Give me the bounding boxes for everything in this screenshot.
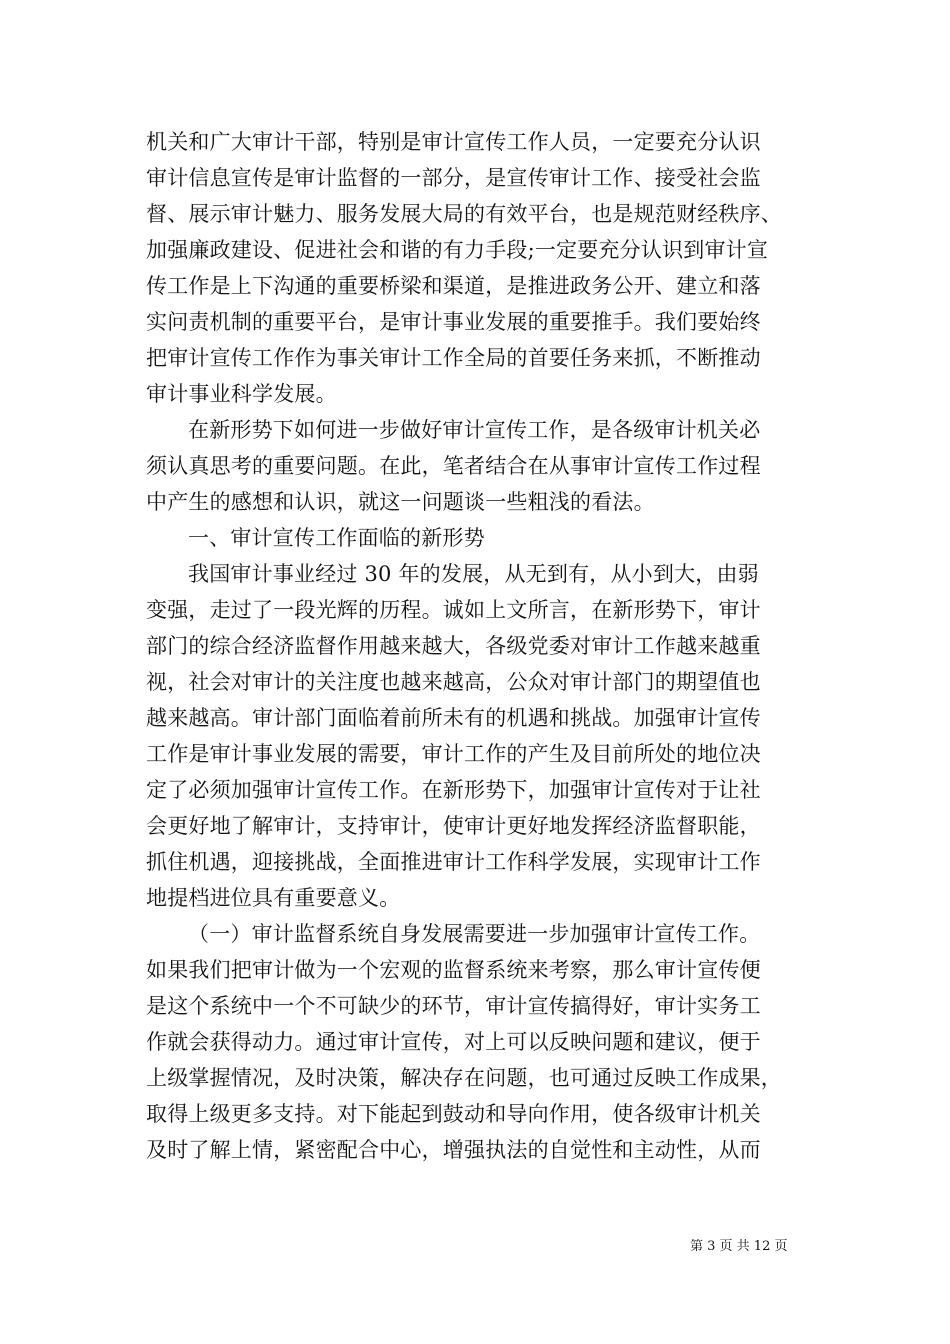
text-line: 上级掌握情况，及时决策，解决存在问题，也可通过反映工作成果， <box>146 1066 782 1090</box>
text-line: 及时了解上情，紧密配合中心，增强执法的自觉性和主动性，从而 <box>146 1138 761 1162</box>
paragraph-4 <box>146 916 806 1168</box>
text-line: 把审计宣传工作作为事关审计工作全局的首要任务来抓，不断推动 <box>146 346 761 370</box>
text-line: 传工作是上下沟通的重要桥梁和渠道，是推进政务公开、建立和落 <box>146 274 761 298</box>
text-line: 工作是审计事业发展的需要，审计工作的产生及目前所处的地位决 <box>146 742 761 766</box>
text-line: 中产生的感想和认识，就这一问题谈一些粗浅的看法。 <box>146 490 655 514</box>
text-line: 越来越高。审计部门面临着前所未有的机遇和挑战。加强审计宣传 <box>146 706 761 730</box>
page-number-footer: 第 3 页 共 12 页 <box>690 1239 788 1254</box>
body-text <box>146 124 806 1168</box>
text-line: 部门的综合经济监督作用越来越大，各级党委对审计工作越来越重 <box>146 634 761 658</box>
paragraph-2 <box>146 412 806 520</box>
text-line: （一）审计监督系统自身发展需要进一步加强审计宣传工作。 <box>188 922 761 946</box>
paragraph-3 <box>146 556 806 916</box>
text-line: 会更好地了解审计，支持审计，使审计更好地发挥经济监督职能， <box>146 814 761 838</box>
text-line: 取得上级更多支持。对下能起到鼓动和导向作用，使各级审计机关 <box>146 1102 761 1126</box>
text-line: 如果我们把审计做为一个宏观的监督系统来考察，那么审计宣传便 <box>146 958 761 982</box>
text-line: 机关和广大审计干部，特别是审计宣传工作人员，一定要充分认识 <box>146 130 761 154</box>
text-line: 作就会获得动力。通过审计宣传，对上可以反映问题和建议，便于 <box>146 1030 761 1054</box>
text-line: 定了必须加强审计宣传工作。在新形势下，加强审计宣传对于让社 <box>146 778 761 802</box>
text-line: 加强廉政建设、促进社会和谐的有力手段;一定要充分认识到审计宣 <box>146 238 769 262</box>
text-line: 审计信息宣传是审计监督的一部分，是宣传审计工作、接受社会监 <box>146 166 761 190</box>
text-line: 实问责机制的重要平台，是审计事业发展的重要推手。我们要始终 <box>146 310 761 334</box>
section-heading: 一、审计宣传工作面临的新形势 <box>188 526 485 550</box>
text-line: 在新形势下如何进一步做好审计宣传工作，是各级审计机关必 <box>188 418 761 442</box>
text-line: 督、展示审计魅力、服务发展大局的有效平台，也是规范财经秩序、 <box>146 202 782 226</box>
text-line: 抓住机遇，迎接挑战，全面推进审计工作科学发展，实现审计工作 <box>146 850 761 874</box>
text-line: 我国审计事业经过 30 年的发展，从无到有，从小到大，由弱 <box>188 562 759 586</box>
text-line: 视，社会对审计的关注度也越来越高，公众对审计部门的期望值也 <box>146 670 761 694</box>
text-line: 审计事业科学发展。 <box>146 382 337 406</box>
paragraph-1 <box>146 124 806 412</box>
text-line: 须认真思考的重要问题。在此，笔者结合在从事审计宣传工作过程 <box>146 454 761 478</box>
text-line: 变强，走过了一段光辉的历程。诚如上文所言，在新形势下，审计 <box>146 598 761 622</box>
text-line: 地提档进位具有重要意义。 <box>146 886 401 910</box>
text-line: 是这个系统中一个不可缺少的环节，审计宣传搞得好，审计实务工 <box>146 994 761 1018</box>
